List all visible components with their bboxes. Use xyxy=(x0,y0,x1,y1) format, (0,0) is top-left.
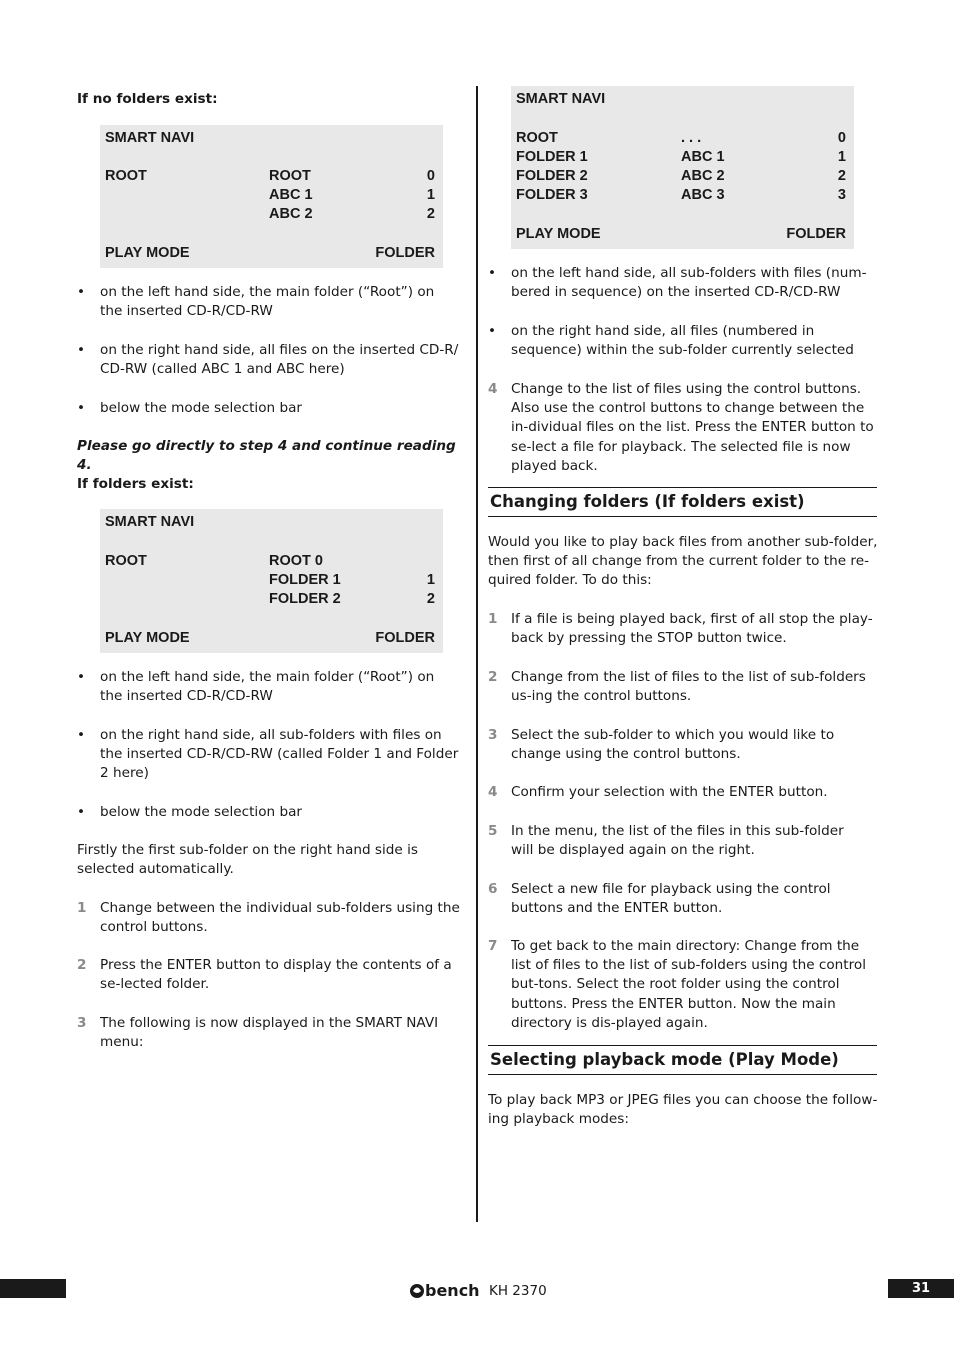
step-text: Change between the individual sub-folders using the control buttons. xyxy=(100,900,460,936)
navi-row-num: 2 xyxy=(837,168,846,184)
page-number: 31 xyxy=(911,1281,931,1296)
step-text: Press the ENTER button to display the contents of a se-lected folder. xyxy=(100,957,452,993)
bullet-dot: • xyxy=(488,323,497,339)
navi-row-mid: ABC 3 xyxy=(681,187,725,203)
step-text: Change to the list of files using the control buttons. Also use the control buttons to change between the in-dividual files on the list. Press the ENTER button to se-lect a file for playback. The selected file is now played back. xyxy=(511,381,874,474)
play-mode-intro: To play back MP3 or JPEG files you can choose the follow-ing playback modes: xyxy=(488,1092,878,1128)
step-text: If a file is being played back, first of all stop the play-back by pressing the STOP button twice. xyxy=(511,611,873,647)
step-number: 3 xyxy=(488,727,498,743)
italic-note: Please go directly to step 4 and continue reading 4. xyxy=(77,438,456,474)
bullet-dot: • xyxy=(77,804,86,820)
bench-logo xyxy=(409,1280,487,1300)
navi-row-num: 0 xyxy=(837,130,846,146)
navi-row-name: ROOT xyxy=(269,168,311,184)
step-number: 6 xyxy=(488,881,498,897)
list-item xyxy=(77,803,469,823)
step-number: 2 xyxy=(77,957,87,973)
brand-name: bench xyxy=(425,1281,480,1300)
navi-row-num: 2 xyxy=(426,206,435,222)
navi-row-mid: ABC 2 xyxy=(681,168,725,184)
navi-row-num: 1 xyxy=(426,572,435,588)
bullet-dot: • xyxy=(77,669,86,685)
bullet-text: on the left hand side, the main folder (“Root”) on the inserted CD-R/CD-RW xyxy=(100,284,435,320)
column-divider xyxy=(476,86,478,1222)
navi-row-num: 1 xyxy=(837,149,846,165)
smart-navi-box-subfolders xyxy=(511,86,854,249)
bullet-text: on the right hand side, all sub-folders with files on the inserted CD-R/CD-RW (called Folder 1 and Folder 2 here) xyxy=(100,727,459,782)
footer-bar-right xyxy=(888,1279,954,1298)
step-item xyxy=(488,726,878,766)
section-title: Selecting playback mode (Play Mode) xyxy=(490,1050,839,1069)
navi-row-name: ABC 2 xyxy=(269,206,313,222)
list-item xyxy=(488,264,878,304)
step-number: 1 xyxy=(488,611,498,627)
step-text: Select the sub-folder to which you would like to change using the control buttons. xyxy=(511,727,835,763)
step-item xyxy=(77,1014,469,1054)
navi-row-left: FOLDER 3 xyxy=(516,187,588,203)
step-number: 4 xyxy=(488,381,498,397)
navi-row-name: FOLDER 2 xyxy=(269,591,341,607)
step-text: In the menu, the list of the files in this sub-folder will be displayed again on the right. xyxy=(511,823,844,859)
bullet-text: on the left hand side, the main folder (“Root”) on the inserted CD-R/CD-RW xyxy=(100,669,435,705)
step-number: 5 xyxy=(488,823,498,839)
list-item xyxy=(77,668,469,708)
bullet-dot: • xyxy=(77,342,86,358)
navi-play-mode-value: FOLDER xyxy=(786,226,846,242)
step-number: 2 xyxy=(488,669,498,685)
bullet-text: below the mode selection bar xyxy=(100,804,302,820)
step-item xyxy=(488,783,878,803)
smart-navi-box-no-folders xyxy=(100,125,443,268)
section-header-play-mode xyxy=(488,1045,877,1075)
list-item xyxy=(77,726,469,786)
list-item xyxy=(77,283,469,323)
list-item xyxy=(77,341,469,381)
bullet-text: below the mode selection bar xyxy=(100,400,302,416)
firstly-paragraph: Firstly the first sub-folder on the right hand side is selected automatically. xyxy=(77,842,418,878)
navi-row-left: FOLDER 1 xyxy=(516,149,588,165)
step-item xyxy=(488,668,878,708)
step-item xyxy=(77,956,469,996)
bullet-dot: • xyxy=(77,727,86,743)
step-number: 1 xyxy=(77,900,87,916)
navi-play-mode-label: PLAY MODE xyxy=(516,226,601,242)
navi-root-label: ROOT xyxy=(105,168,147,184)
no-folders-heading: If no folders exist: xyxy=(77,91,218,107)
changing-folders-intro: Would you like to play back files from another sub-folder, then first of all change from the current folder to the re-quired folder. To do this: xyxy=(488,534,878,589)
step-text: To get back to the main directory: Change from the list of files to the list of sub-folders using the control but-tons. Select the root folder using the control buttons. Press the ENTER button. Now the main directory is dis-played again. xyxy=(511,938,867,1031)
navi-play-mode-label: PLAY MODE xyxy=(105,630,190,646)
navi-title: SMART NAVI xyxy=(105,130,195,146)
navi-play-mode-label: PLAY MODE xyxy=(105,245,190,261)
navi-title: SMART NAVI xyxy=(516,91,606,107)
navi-row-num: 3 xyxy=(837,187,846,203)
navi-play-mode-value: FOLDER xyxy=(375,245,435,261)
navi-row-left: FOLDER 2 xyxy=(516,168,588,184)
step-item xyxy=(488,610,878,650)
step-text: The following is now displayed in the SMART NAVI menu: xyxy=(100,1015,439,1051)
footer-bar-left xyxy=(0,1279,66,1298)
bullet-dot: • xyxy=(488,265,497,281)
step-text: Select a new file for playback using the control buttons and the ENTER button. xyxy=(511,881,831,917)
step-item xyxy=(488,822,878,862)
step-item xyxy=(488,380,878,476)
navi-row-num: 0 xyxy=(426,168,435,184)
bullet-text: on the right hand side, all files (numbered in sequence) within the sub-folder currently selected xyxy=(511,323,854,359)
navi-row-name: ROOT 0 xyxy=(269,553,323,569)
smart-navi-box-folders xyxy=(100,509,443,653)
navi-row-name: ABC 1 xyxy=(269,187,313,203)
step-text: Confirm your selection with the ENTER button. xyxy=(511,784,828,800)
navi-row-num: 1 xyxy=(426,187,435,203)
bullet-text: on the left hand side, all sub-folders with files (num-bered in sequence) on the inserted CD-R/CD-RW xyxy=(511,265,867,301)
bullet-dot: • xyxy=(77,400,86,416)
navi-root-label: ROOT xyxy=(105,553,147,569)
navi-row-mid: . . . xyxy=(681,130,702,146)
section-title: Changing folders (If folders exist) xyxy=(490,492,805,511)
navi-row-name: FOLDER 1 xyxy=(269,572,341,588)
bullet-text: on the right hand side, all files on the inserted CD-R/ CD-RW (called ABC 1 and ABC here) xyxy=(100,342,459,378)
model-number: KH 2370 xyxy=(489,1283,547,1299)
step-number: 7 xyxy=(488,938,498,954)
navi-play-mode-value: FOLDER xyxy=(375,630,435,646)
step-number: 4 xyxy=(488,784,498,800)
step-item xyxy=(488,880,878,920)
folders-heading: If folders exist: xyxy=(77,476,194,492)
navi-title: SMART NAVI xyxy=(105,514,195,530)
navi-row-num: 2 xyxy=(426,591,435,607)
list-item xyxy=(488,322,878,362)
step-text: Change from the list of files to the list of sub-folders us-ing the control buttons. xyxy=(511,669,866,705)
navi-row-left: ROOT xyxy=(516,130,558,146)
section-header-changing-folders xyxy=(488,487,877,517)
navi-row-mid: ABC 1 xyxy=(681,149,725,165)
step-number: 3 xyxy=(77,1015,87,1031)
step-item xyxy=(488,937,878,1033)
bullet-dot: • xyxy=(77,284,86,300)
bench-logo-mark xyxy=(410,1284,424,1298)
list-item xyxy=(77,399,469,419)
step-item xyxy=(77,899,469,939)
